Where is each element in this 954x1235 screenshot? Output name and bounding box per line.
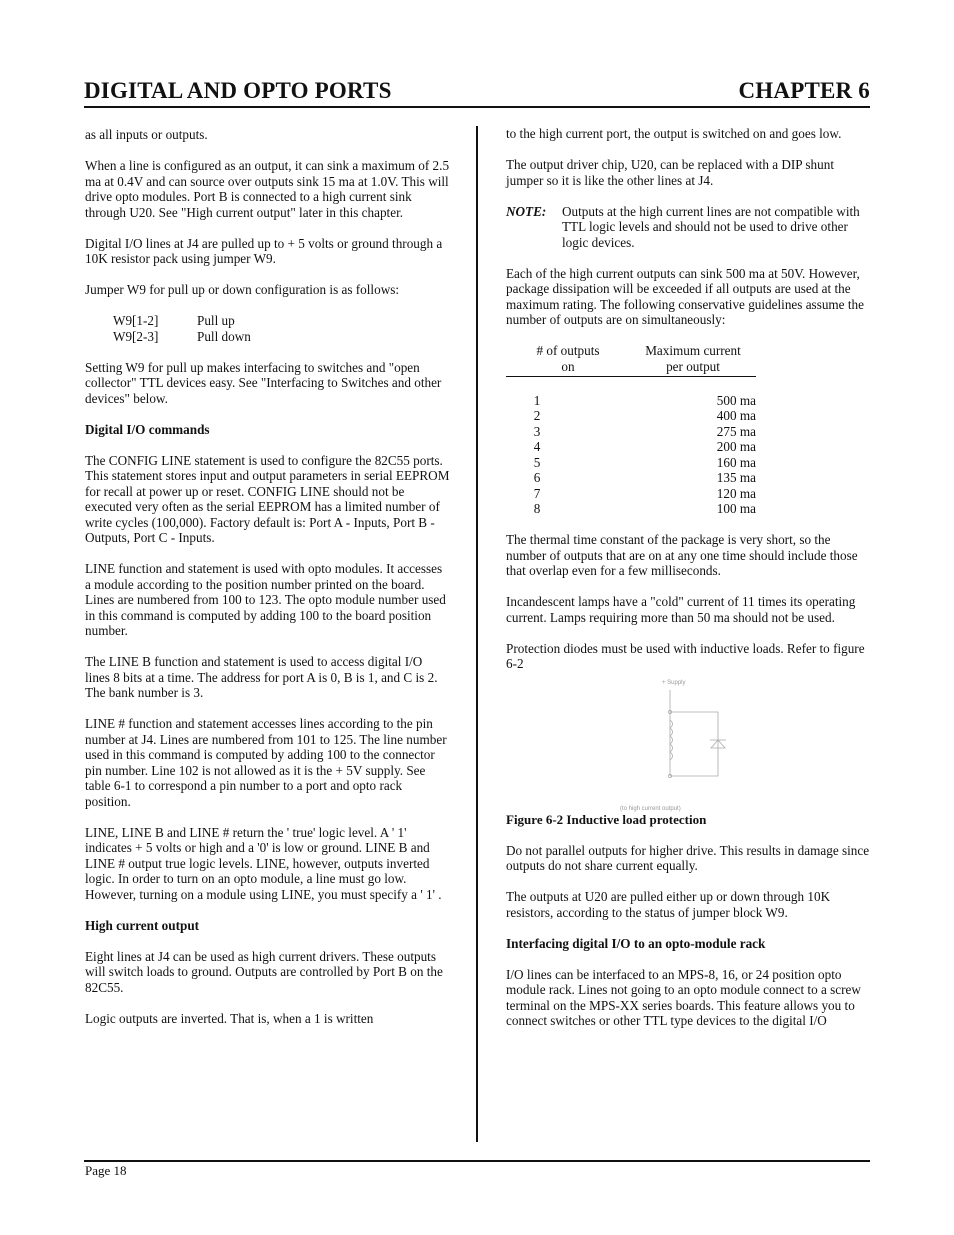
chapter-number: CHAPTER 6 xyxy=(738,78,870,103)
table-cell: 5 xyxy=(533,454,541,470)
table-cell: 6 xyxy=(533,470,541,485)
paragraph: Setting W9 for pull up makes interfacing to switches and "open collector" TTL devices easy. See "Interfacing to Switches and other devices" below. xyxy=(85,359,442,406)
paragraph: I/O lines can be interfaced to an MPS-8, 16, or 24 position opto module rack. Lines not going to an opto module connect to a screw terminal on the MPS-XX series boards. This feature allows you to connect switches or other TTL type devices to the digital I/O xyxy=(506,966,861,1028)
table-cell: 4 xyxy=(533,439,541,454)
note-text: Outputs at the high current lines are not compatible with TTL logic levels and should not be used to drive other logic devices. xyxy=(562,203,860,250)
supply-label: + Supply xyxy=(662,679,686,686)
table-row xyxy=(506,439,756,455)
inductive-load-figure xyxy=(506,672,872,812)
paragraph: Digital I/O lines at J4 are pulled up to + 5 volts or ground through a 10K resistor pack using jumper W9. xyxy=(85,235,443,266)
table-cell: 275 ma xyxy=(716,423,756,439)
jumper-setting: W9[1-2] xyxy=(113,313,159,328)
table-row xyxy=(506,393,756,409)
table-row xyxy=(506,486,756,502)
paragraph: Each of the high current outputs can sink 500 ma at 50V. However, package dissipation will be exceeded if all outputs are used at the maximum rating. The following conservative guidelines assume the number of outputs are on simultaneously: xyxy=(506,265,864,327)
paragraph: Incandescent lamps have a "cold" current of 11 times its operating current. Lamps requiring more than 50 ma should not be used. xyxy=(506,594,856,625)
footer-rule xyxy=(84,1160,870,1162)
table-cell: 135 ma xyxy=(716,470,756,485)
jumper-setting: W9[2-3] xyxy=(113,328,159,344)
table-cell: 1 xyxy=(533,392,541,408)
paragraph: The thermal time constant of the package is very short, so the number of outputs that are on at any one time should include those that overlap even for a few milliseconds. xyxy=(506,532,858,578)
jumper-row xyxy=(113,313,450,329)
paragraph: The output driver chip, U20, can be replaced with a DIP shunt jumper so it is like the other lines at J4. xyxy=(506,157,835,188)
table-row xyxy=(506,501,756,517)
paragraph: LINE, LINE B and LINE # return the ' true' logic level. A ' 1' indicates + 5 volts or high and a '0' is low or ground. LINE B and LINE # output true logic levels. LINE, however, outputs inverted logic. In order to turn on an opto module, a line must go low. However, turning on a module using LINE, you must specify a ' 1' . xyxy=(85,824,442,902)
table-cell: 7 xyxy=(533,485,541,501)
table-row xyxy=(506,455,756,471)
table-cell: 100 ma xyxy=(716,501,756,516)
note-label: NOTE: xyxy=(506,203,547,219)
table-row xyxy=(506,408,756,424)
circuit-diagram xyxy=(506,672,872,812)
paragraph: When a line is configured as an output, it can sink a maximum of 2.5 ma at 0.4V and can source over outputs sink 15 ma at 1.0V. This will drive opto modules. Port B is connected to a high current sink through U20. See "High current output" later in this chapter. xyxy=(85,158,450,220)
paragraph: LINE function and statement is used with opto modules. It accesses a module according to the position number printed on the board. Lines are numbered from 100 to 123. The opto module number used in this command is computed by adding 100 to the board position number. xyxy=(85,561,446,638)
note-block xyxy=(506,204,872,251)
paragraph: Logic outputs are inverted. That is, when a 1 is written xyxy=(85,1010,374,1026)
jumper-w9-table xyxy=(113,313,450,344)
table-row xyxy=(506,424,756,440)
table-cell: 2 xyxy=(533,408,541,423)
header-rule xyxy=(84,106,870,108)
current-table xyxy=(506,343,872,517)
column-divider xyxy=(476,126,478,1142)
left-column xyxy=(85,127,450,1026)
diode-loop xyxy=(670,712,718,776)
figure-caption: Figure 6-2 Inductive load protection xyxy=(506,811,707,827)
paragraph: The outputs at U20 are pulled either up or down through 10K resistors, according to the status of jumper block W9. xyxy=(506,889,831,920)
table-header xyxy=(506,343,756,377)
paragraph: Eight lines at J4 can be used as high current drivers. These outputs will switch loads to ground. Outputs are controlled by Port B on the 82C55. xyxy=(85,948,443,995)
section-heading: Interfacing digital I/O to an opto-module rack xyxy=(506,935,766,951)
right-column xyxy=(506,126,872,1029)
table-body xyxy=(506,377,756,517)
page-number: Page 18 xyxy=(85,1163,127,1178)
table-cell: 400 ma xyxy=(716,408,756,423)
output-label: (to high current output) xyxy=(620,805,681,812)
table-cell: 160 ma xyxy=(716,454,756,470)
paragraph: LINE # function and statement accesses lines according to the pin number at J4. Lines are numbered from 101 to 125. The line number used in this command is computed by adding 100 to the connector pin number. Line 102 is not allowed as it is the + 5V supply. See table 6-1 to correspond a pin number to a port and opto rack position. xyxy=(85,716,447,809)
table-cell: 500 ma xyxy=(716,392,756,408)
paragraph: to the high current port, the output is switched on and goes low. xyxy=(506,126,842,141)
table-cell: 120 ma xyxy=(716,485,756,501)
table-cell: 3 xyxy=(533,423,541,439)
paragraph: The CONFIG LINE statement is used to configure the 82C55 ports. This statement stores input and output parameters in serial EEPROM for recall at power up or reset. CONFIG LINE should not be executed very often as the serial EEPROM has a limited number of write cycles (100,000). Factory default is: Port A - Inputs, Port B - Outputs, Port C - Inputs. xyxy=(85,452,450,545)
column-header: Maximum current per output xyxy=(645,343,741,374)
paragraph: The LINE B function and statement is used to access digital I/O lines 8 bits at a time. The address for port A is 0, B is 1, and C is 2. The bank number is 3. xyxy=(85,654,438,700)
paragraph: Do not parallel outputs for higher drive. This results in damage since outputs do not share current equally. xyxy=(506,842,870,873)
paragraph: Jumper W9 for pull up or down configuration is as follows: xyxy=(85,282,400,297)
paragraph: Protection diodes must be used with inductive loads. Refer to figure 6-2 xyxy=(506,640,865,671)
chapter-title: DIGITAL AND OPTO PORTS xyxy=(84,78,392,103)
jumper-meaning: Pull up xyxy=(197,313,235,328)
jumper-row xyxy=(113,329,450,345)
table-row xyxy=(506,470,756,486)
paragraph: as all inputs or outputs. xyxy=(85,127,208,142)
section-heading: High current output xyxy=(85,917,200,933)
jumper-meaning: Pull down xyxy=(197,328,251,344)
table-cell: 8 xyxy=(533,501,541,516)
column-header: # of outputs on xyxy=(536,343,600,374)
table-cell: 200 ma xyxy=(716,439,756,454)
section-heading: Digital I/O commands xyxy=(85,421,210,437)
